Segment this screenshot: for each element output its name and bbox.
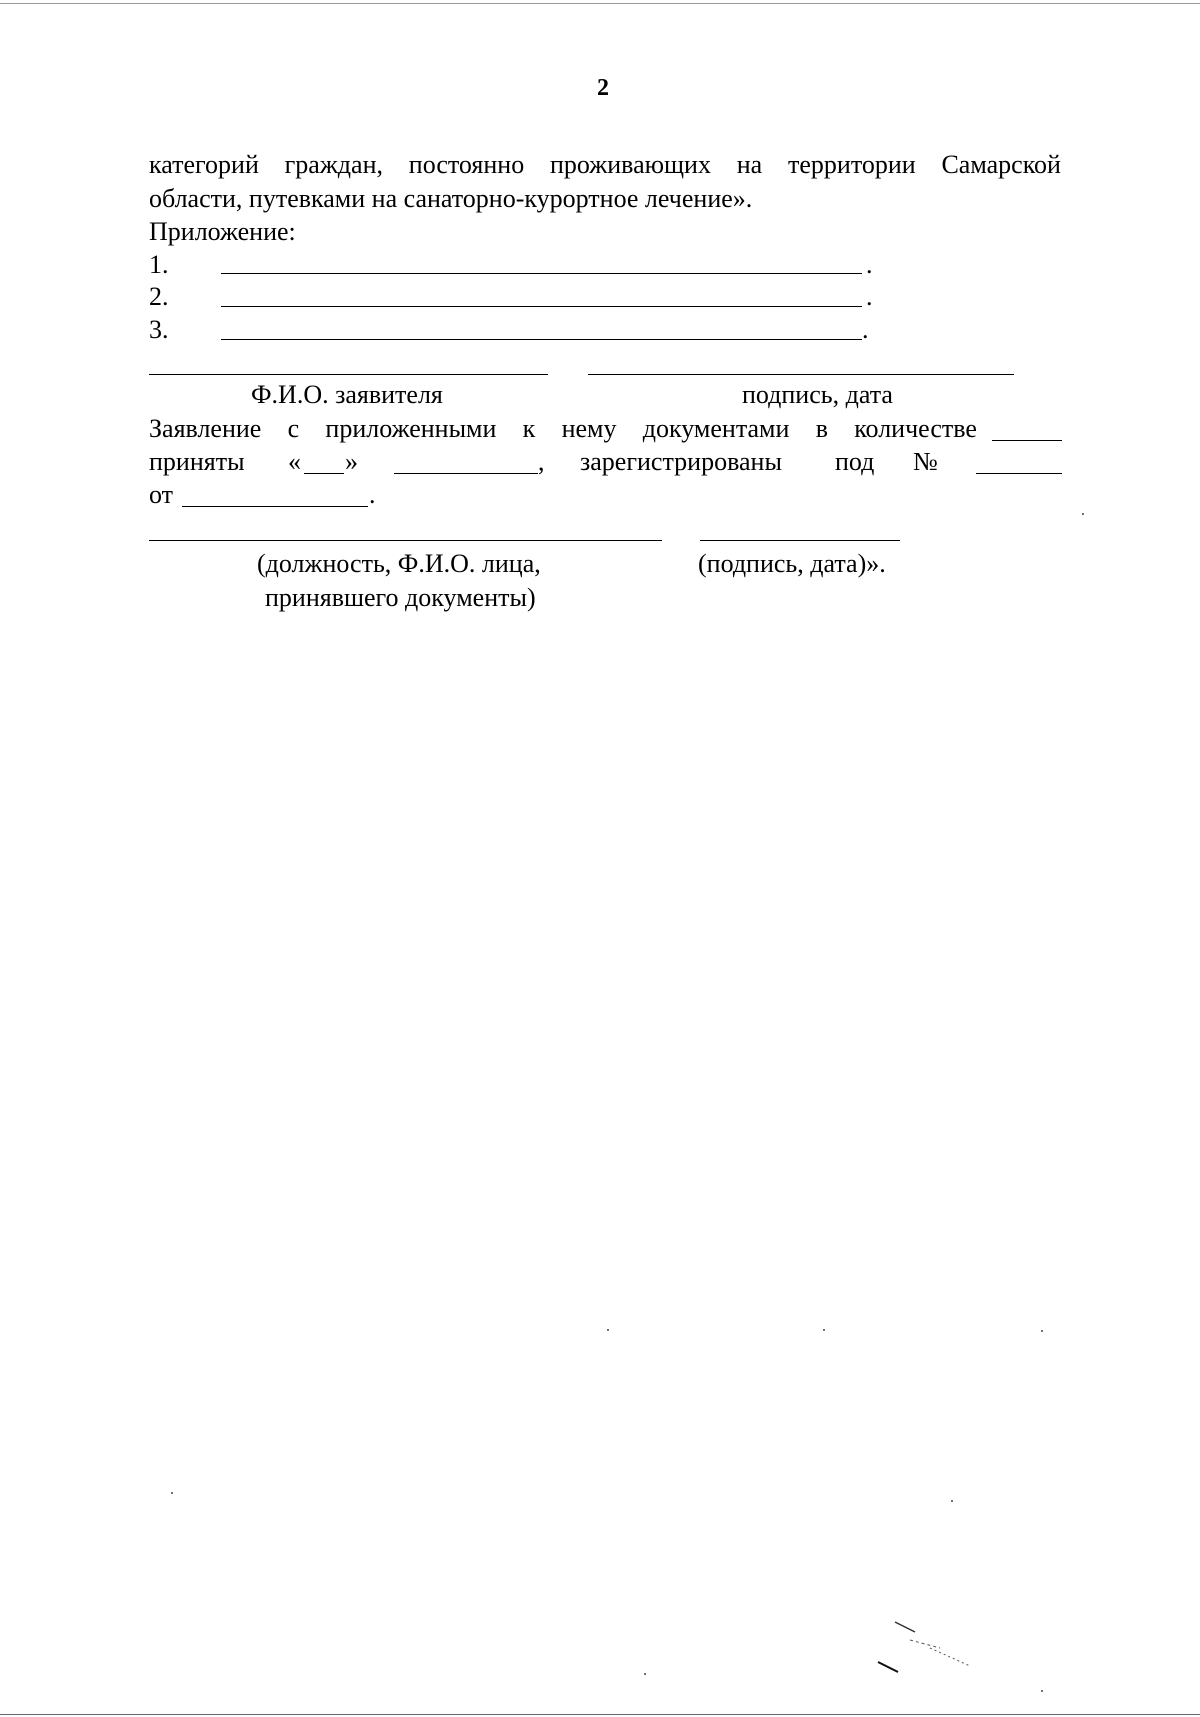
applicant-name-line[interactable] — [149, 374, 548, 375]
applicant-signature-label: подпись, дата — [742, 380, 893, 409]
receipt-word: приложенными — [325, 414, 497, 443]
under-label: под — [835, 447, 875, 476]
attachment-1-blank[interactable] — [221, 273, 862, 274]
paragraph-word: граждан, — [284, 150, 383, 179]
attachment-number: 2. — [149, 282, 169, 311]
registered-label: зарегистрированы — [580, 447, 782, 476]
receipt-word: нему — [561, 414, 617, 443]
paragraph-word: на — [736, 150, 763, 179]
registration-date-blank[interactable] — [182, 506, 368, 507]
attachment-3-blank[interactable] — [221, 339, 862, 340]
scan-speck — [951, 1500, 953, 1502]
attachment-end: . — [866, 282, 873, 311]
paragraph-word: категорий — [149, 150, 259, 179]
scan-marks — [870, 1610, 990, 1680]
month-blank[interactable] — [394, 473, 538, 474]
scan-speck — [1041, 1690, 1043, 1692]
scan-speck — [823, 1329, 825, 1331]
close-quote: » — [345, 447, 358, 476]
number-sign: № — [913, 447, 938, 476]
receipt-word: документами — [642, 414, 790, 443]
paragraph-line-1 — [149, 152, 1061, 178]
scan-speck — [1041, 1330, 1043, 1332]
scan-speck — [1082, 513, 1084, 515]
receipt-word: в — [815, 414, 828, 443]
official-signature-line[interactable] — [700, 540, 900, 541]
scan-bottom-edge — [0, 1714, 1200, 1715]
official-position-label: (должность, Ф.И.О. лица, — [257, 549, 541, 578]
attachment-2-blank[interactable] — [221, 306, 862, 307]
receipt-word: количестве — [854, 414, 977, 443]
attachment-number: 1. — [149, 250, 169, 279]
scan-speck — [607, 1329, 609, 1331]
paragraph-line-2: области, путевками на санаторно-курортное лечение». — [149, 184, 753, 213]
document-count-blank[interactable] — [992, 440, 1062, 441]
attachment-heading: Приложение: — [149, 217, 296, 246]
attachment-number: 3. — [149, 315, 169, 344]
official-name-line[interactable] — [149, 540, 662, 541]
attachment-end: . — [862, 315, 869, 344]
page-number: 2 — [597, 75, 609, 101]
official-signature-label: (подпись, дата)». — [698, 549, 886, 578]
from-label: от — [149, 480, 174, 509]
paragraph-word: территории — [788, 150, 916, 179]
scan-top-edge — [0, 3, 1200, 4]
registration-number-blank[interactable] — [976, 473, 1062, 474]
date-comma: , — [538, 447, 545, 476]
day-blank[interactable] — [304, 473, 344, 474]
applicant-signature-line[interactable] — [588, 374, 1014, 375]
receipt-line-1 — [149, 416, 977, 442]
scan-speck — [644, 1673, 646, 1675]
applicant-name-label: Ф.И.О. заявителя — [251, 380, 443, 409]
scan-speck — [171, 1492, 173, 1494]
receipt-word: с — [287, 414, 300, 443]
accepted-label: приняты — [149, 447, 245, 476]
paragraph-word: проживающих — [549, 150, 711, 179]
receipt-word: к — [522, 414, 536, 443]
paragraph-word: Самарской — [941, 150, 1061, 179]
receipt-word: Заявление — [149, 414, 262, 443]
from-end: . — [369, 480, 376, 509]
official-position-label-cont: принявшего документы) — [265, 583, 536, 612]
attachment-end: . — [866, 250, 873, 279]
paragraph-word: постоянно — [408, 150, 525, 179]
open-quote: « — [288, 447, 301, 476]
